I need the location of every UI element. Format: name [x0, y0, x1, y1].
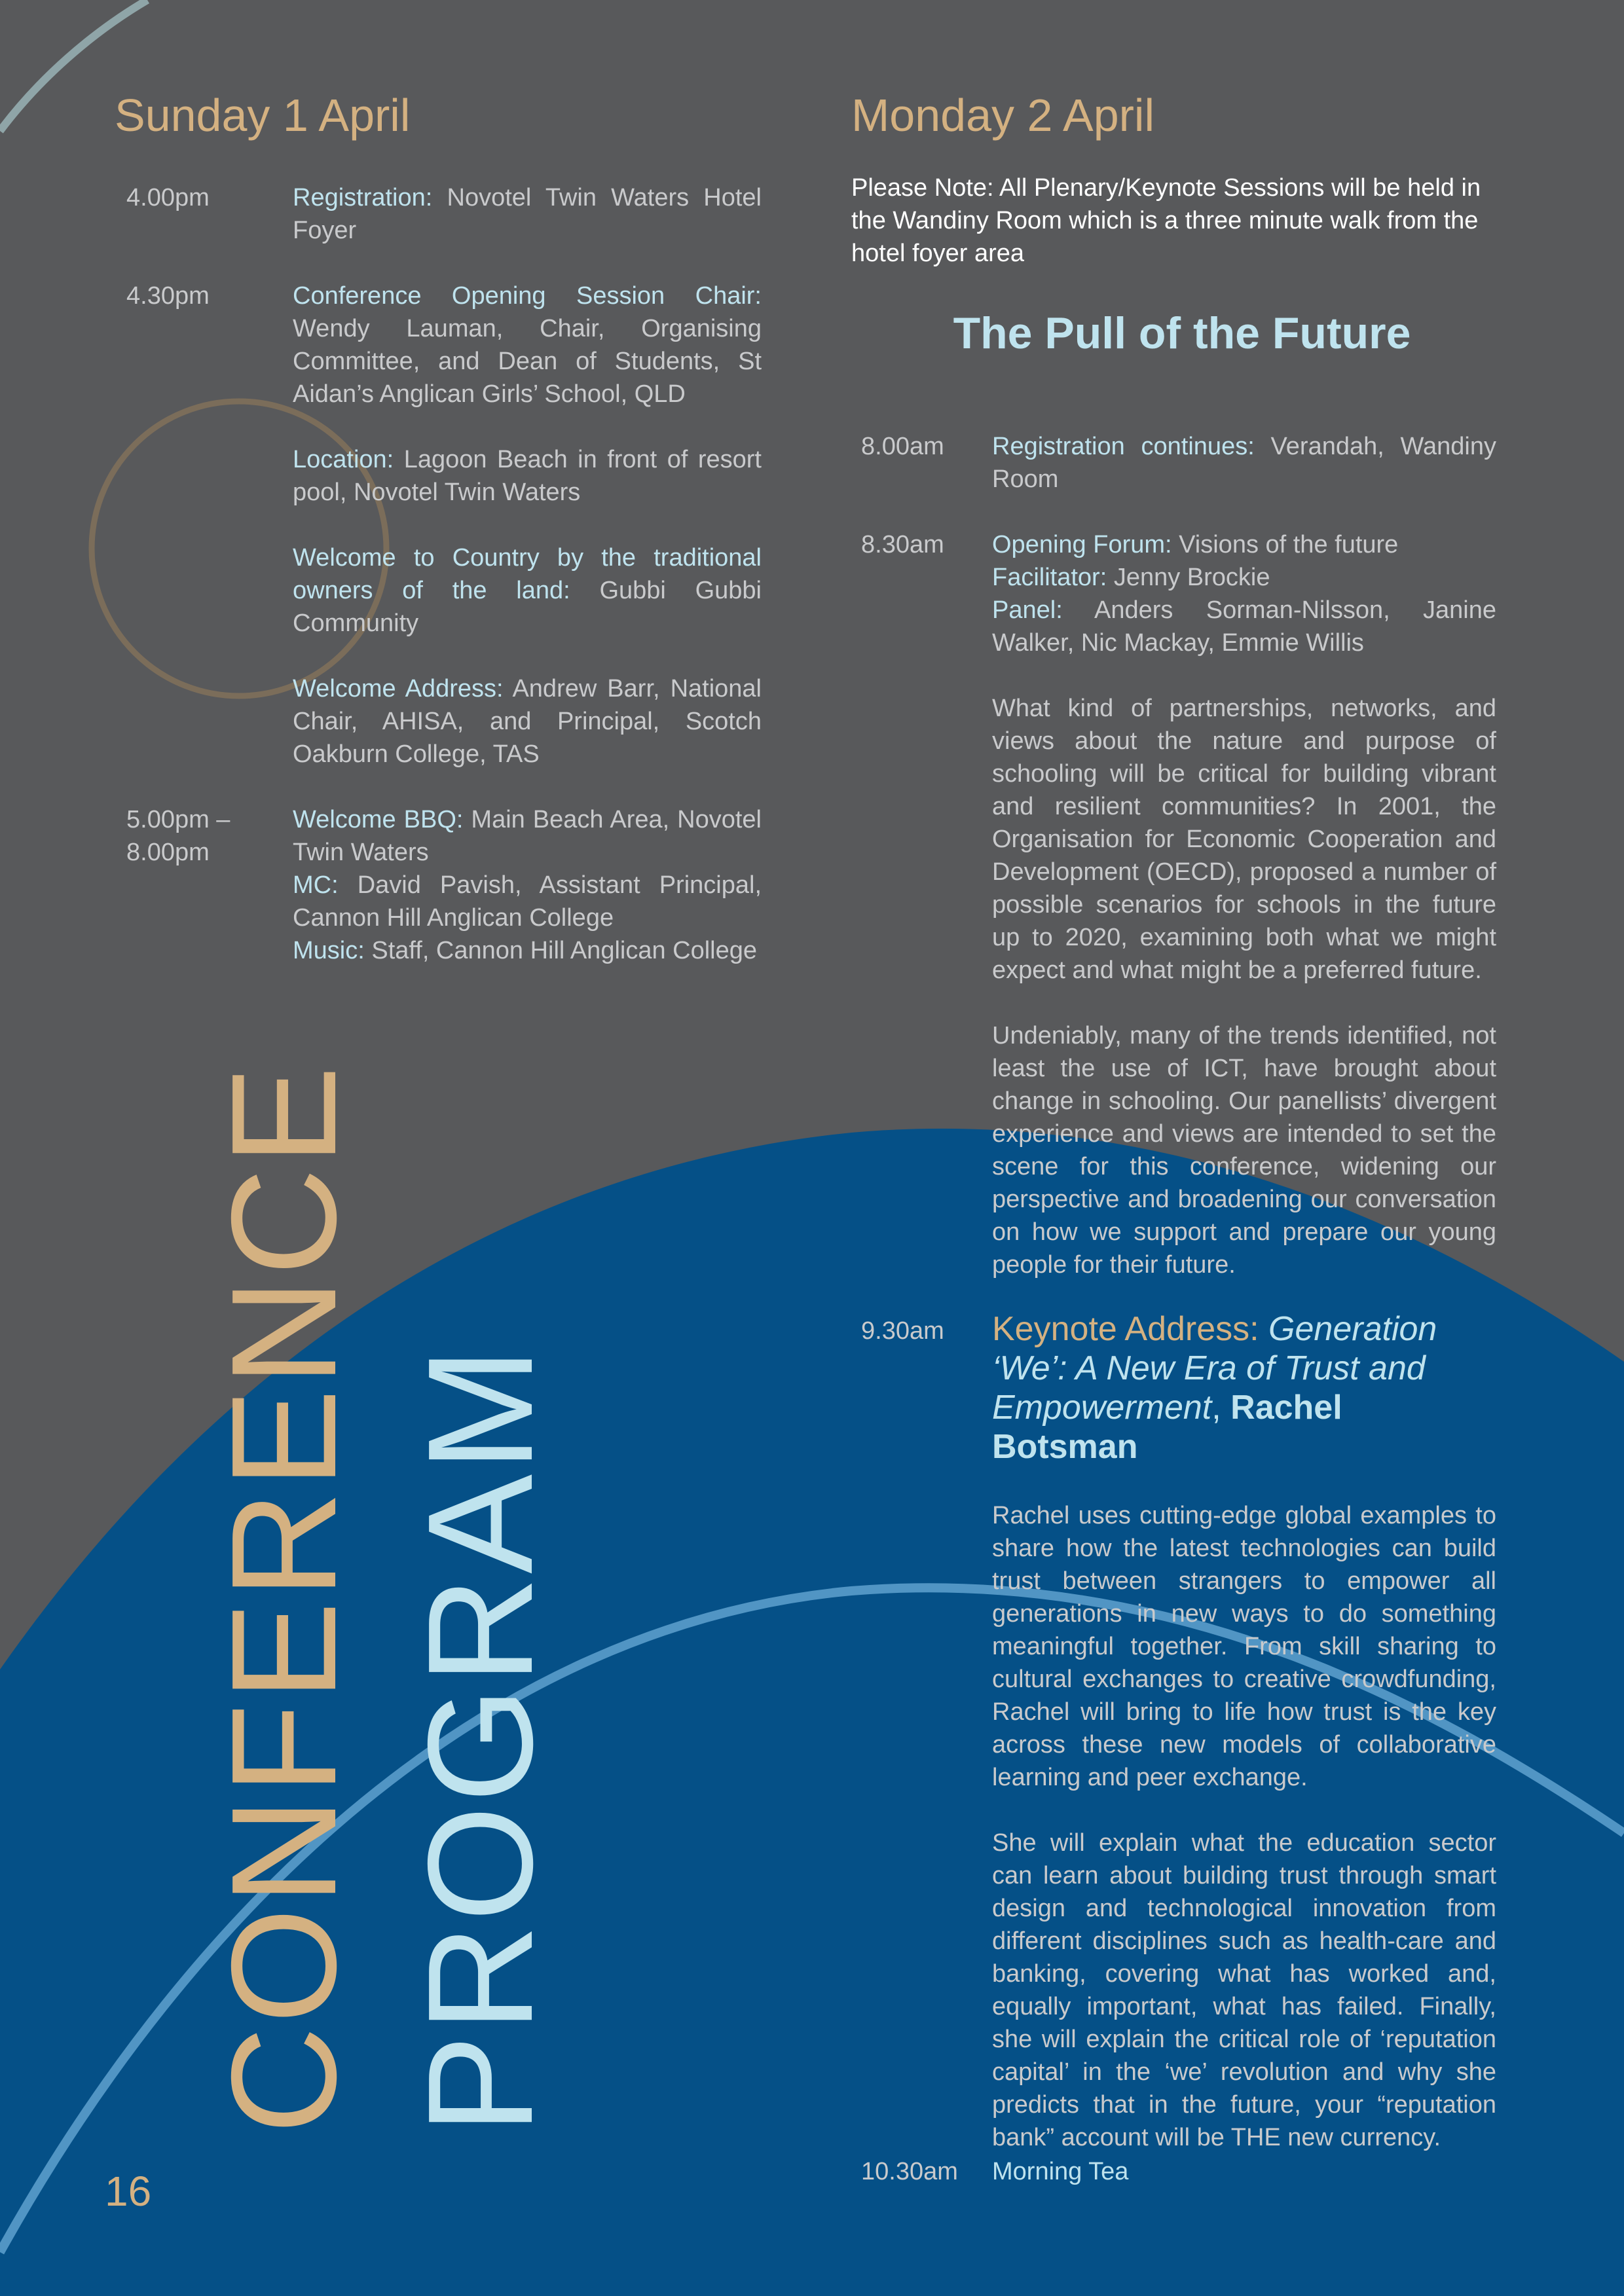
keynote-paragraph-2: She will explain what the education sector can learn about building trust through smart design and technological innovation from different disciplines such as health-care and banking, covering what has worked and, equally important, what has failed. Finally, she will explain the critical role of ‘reputation capital’ in the ‘we’ revolution and why she predicts that in the future, your “reputation bank” account will be THE new currency. [992, 1829, 1496, 2151]
registration-continues-label: Registration continues: [992, 433, 1255, 460]
keynote-paragraph-1: Rachel uses cutting-edge global examples to share how the latest technologies can build trust between strangers to empower all generations in new ways to do something meaningful together. From skill sharing to cultural exchanges to creative crowdfunding, Rachel will bring to life how trust is the key across these new models of collaborative learning and peer exchange. [992, 1502, 1496, 1791]
sunday-registration [293, 181, 762, 247]
morning-tea: Morning Tea [992, 2158, 1129, 2185]
bbq-time-end: 8.00pm [126, 839, 210, 866]
facilitator-text: Jenny Brockie [1107, 564, 1270, 591]
welcome-address-text: Andrew Barr, National Chair, AHISA, and Principal, Scotch Oakburn College, TAS [293, 675, 762, 768]
vertical-word-conference: CONFERENCE [201, 1063, 367, 2134]
keynote-comma: , [1211, 1389, 1231, 1427]
keynote-title: Generation ‘We’: A New Era of Trust and Empowerment [992, 1310, 1437, 1427]
monday-time-1030: 10.30am [861, 2158, 958, 2185]
sunday-time-430: 4.30pm [126, 282, 210, 310]
location-label: Location: [293, 446, 394, 473]
music-text: Staff, Cannon Hill Anglican College [364, 937, 758, 964]
forum-details [992, 528, 1496, 659]
monday-time-800: 8.00am [861, 433, 944, 460]
welcome-address-label: Welcome Address: [293, 675, 504, 702]
sunday-title: Sunday 1 April [115, 90, 411, 141]
opening-location [293, 443, 762, 509]
music-label: Music: [293, 937, 365, 964]
mc-line [293, 869, 762, 934]
forum-text: Visions of the future [1172, 531, 1399, 558]
music-line [293, 934, 762, 967]
monday-registration [992, 430, 1496, 496]
sunday-time-400: 4.00pm [126, 184, 210, 211]
keynote-label: Keynote Address: [992, 1310, 1259, 1348]
sunday-welcome-bbq [293, 803, 762, 967]
plenary-note: Please Note: All Plenary/Keynote Sessions will be held in the Wandiny Room which is a three minute walk from the hotel foyer area [851, 174, 1481, 267]
monday-time-830: 8.30am [861, 531, 944, 558]
bbq-line [293, 803, 762, 869]
theme-title: The Pull of the Future [953, 308, 1411, 358]
mc-text: David Pavish, Assistant Principal, Cannon Hill Anglican College [293, 871, 762, 932]
facilitator-label: Facilitator: [992, 564, 1107, 591]
location-text: Lagoon Beach in front of resort pool, Novotel Twin Waters [293, 446, 762, 506]
mc-label: MC: [293, 871, 339, 899]
opening-forum [992, 528, 1496, 1314]
sunday-opening-session [293, 280, 762, 803]
keynote-address [992, 1309, 1496, 2187]
forum-label: Opening Forum: [992, 531, 1172, 558]
keynote-speaker: Rachel Botsman [992, 1389, 1342, 1466]
opening-chair-label: Conference Opening Session Chair: [293, 282, 762, 310]
monday-time-930: 9.30am [861, 1317, 944, 1345]
welcome-country-label: Welcome to Country by the traditional owners of the land: [293, 544, 762, 604]
welcome-country-text: Gubbi Gubbi Community [293, 577, 762, 637]
registration-continues-text: Verandah, Wandiny Room [992, 433, 1496, 493]
panel-text: Anders Sorman-Nilsson, Janine Walker, Nic Mackay, Emmie Willis [992, 596, 1496, 657]
keynote-heading [992, 1309, 1496, 1467]
opening-chair-text: Wendy Lauman, Chair, Organising Committee, and Dean of Students, St Aidan’s Anglican Girls’ School, QLD [293, 315, 762, 408]
panel-label: Panel: [992, 596, 1063, 624]
registration-label: Registration: [293, 184, 433, 211]
bbq-text: Main Beach Area, Novotel Twin Waters [293, 806, 762, 866]
forum-paragraph-2: Undeniably, many of the trends identified, not least the use of ICT, have brought about change in schooling. Our panellists’ divergent experience and views are intended to set the scene for this conference, widening our perspective and broadening our conversation on how we support and prepare our young people for their future. [992, 1022, 1496, 1279]
bbq-time-start: 5.00pm – [126, 806, 231, 833]
registration-text: Novotel Twin Waters Hotel Foyer [293, 184, 762, 244]
vertical-word-program: PROGRAM [397, 1344, 564, 2134]
sunday-time-bbq [126, 803, 230, 869]
opening-chair [293, 280, 762, 410]
welcome-address [293, 672, 762, 771]
forum-paragraph-1: What kind of partnerships, networks, and views about the nature and purpose of schooling will be critical for building vibrant and resilient communities? In 2001, the Organisation for Economic Cooperation and Development (OECD), proposed a number of possible scenarios for schools in the future up to 2020, examining both what we might expect and what might be a preferred future. [992, 695, 1496, 984]
welcome-to-country [293, 541, 762, 640]
page-number: 16 [105, 2168, 152, 2215]
bbq-label: Welcome BBQ: [293, 806, 464, 833]
monday-title: Monday 2 April [851, 90, 1155, 141]
